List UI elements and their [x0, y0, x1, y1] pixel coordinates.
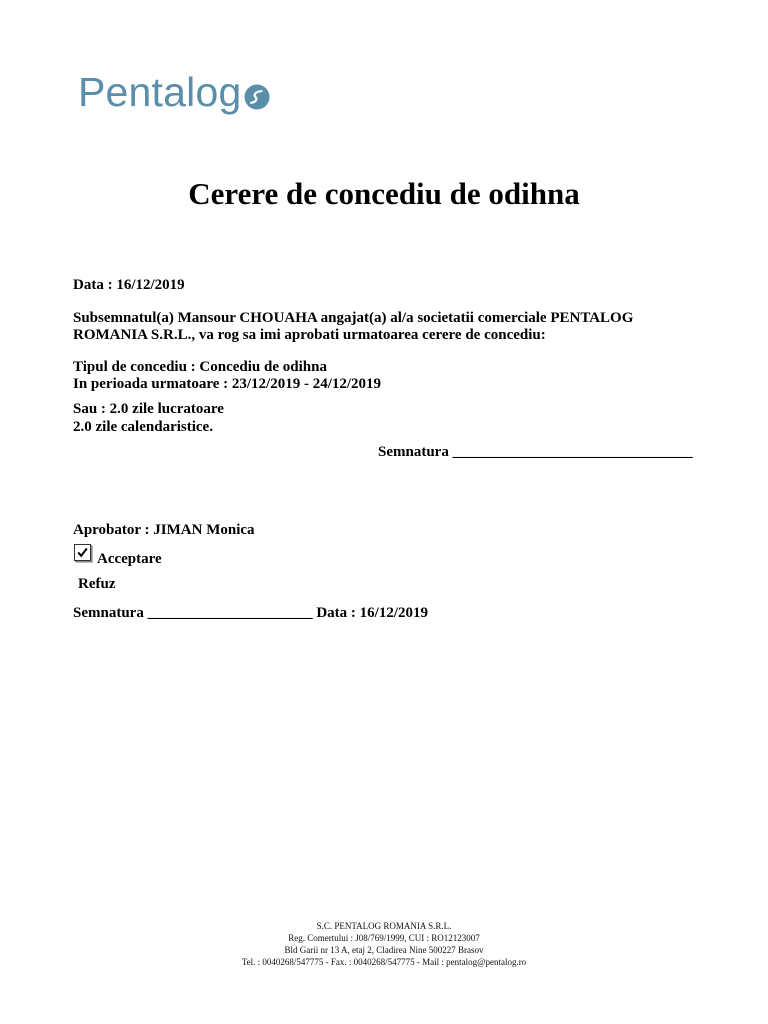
footer-company: S.C. PENTALOG ROMANIA S.R.L. [316, 921, 452, 931]
refuse-label: Refuz [78, 576, 116, 592]
pentalog-logo [78, 69, 270, 115]
calendar-days: 2.0 zile calendaristice. [73, 419, 213, 435]
accept-label: Acceptare [97, 551, 162, 567]
work-days: Sau : 2.0 zile lucratoare [73, 401, 224, 417]
document-title: Cerere de concediu de odihna [188, 176, 580, 211]
request-date: Data : 16/12/2019 [73, 277, 185, 293]
logo-text: Pentalog [78, 69, 242, 115]
leave-type: Tipul de concediu : Concediu de odihna [73, 359, 327, 375]
footer-address: Bld Garii nr 13 A, etaj 2, Cladirea Nine 500227 Brasov [284, 945, 484, 955]
footer-registration: Reg. Comertului : J08/769/1999, CUI : RO12123007 [288, 933, 480, 943]
leave-period: In perioada urmatoare : 23/12/2019 - 24/12/2019 [73, 376, 382, 392]
employee-signature-line: Semnatura ________________________________ [378, 444, 693, 460]
footer [0, 920, 768, 968]
footer-contact: Tel. : 0040268/547775 - Fax. : 0040268/547775 - Mail : pentalog@pentalog.ro [241, 957, 527, 967]
request-paragraph: Subsemnatul(a) Mansour CHOUAHA angajat(a) al/a societatii comerciale PENTALOG ROMANIA S.R.L., va rog sa imi aprobati urmatoarea cerere de concediu: [73, 310, 634, 343]
pentalog-swoosh-icon [244, 84, 270, 110]
approver-signature-date: Semnatura ______________________ Data : 16/12/2019 [73, 605, 428, 621]
checkmark-icon [76, 546, 89, 559]
approver-name: Aprobator : JIMAN Monica [73, 522, 255, 538]
accept-checkbox[interactable] [74, 544, 91, 561]
